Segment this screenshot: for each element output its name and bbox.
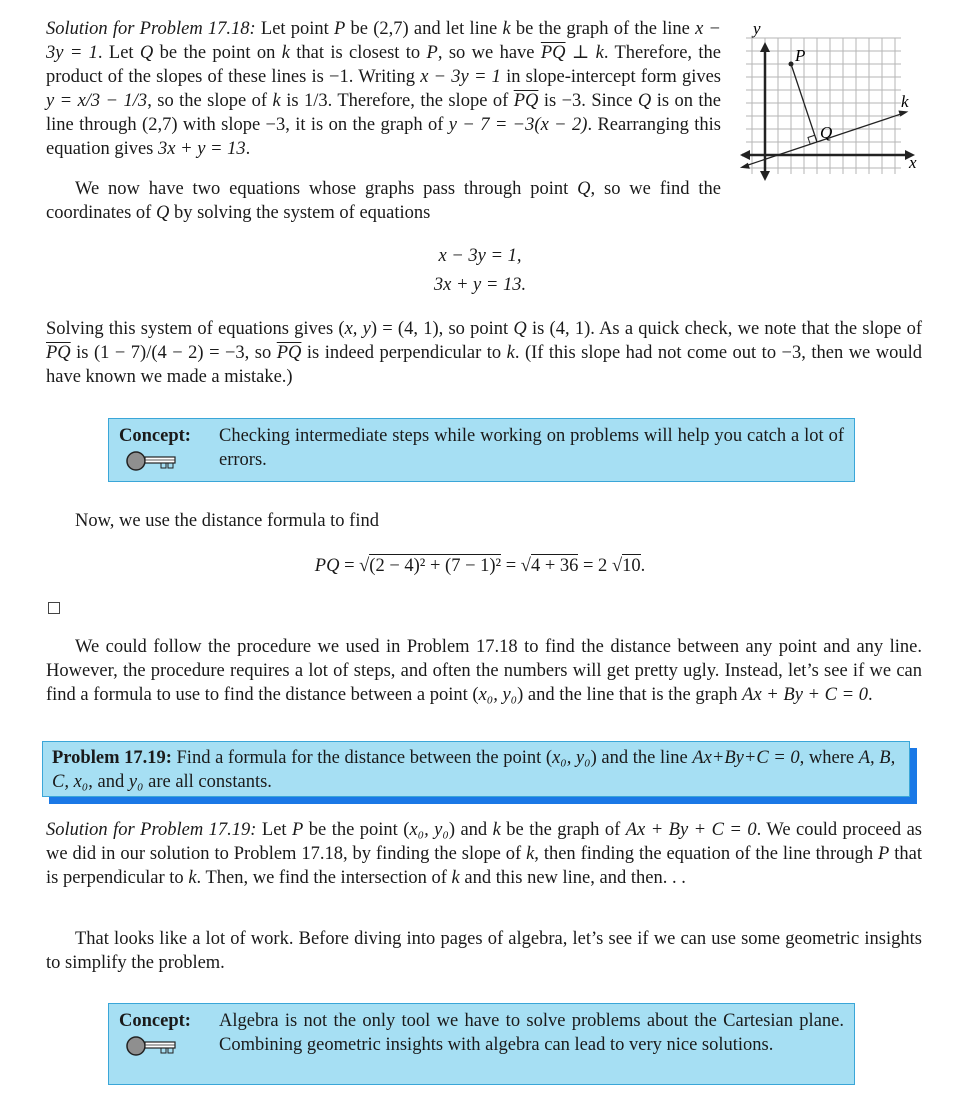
point-p-label: P [795, 46, 806, 65]
key-icon [125, 1035, 179, 1057]
line-k-arrow-left [740, 163, 750, 169]
paragraph-solving: Solving this system of equations gives (x, y) = (4, 1), so point Q is (4, 1). As a quick check, we note that the slope of $\overline{PQ}$ is (1 − 7)/(4 − 2) = −3, so $\overline{PQ}$ is indeed perpendicular to k. (If this slope had not come out to −3, then we would have known we made a mistake.) [46, 319, 922, 387]
paragraph-distance: Now, we use the distance formula to find [75, 511, 379, 531]
concept-box-checking [108, 418, 855, 482]
line-pq: $\overline{PQ}$ [540, 43, 566, 63]
concept-label: Concept: [119, 426, 191, 446]
y-axis-arrow-down [760, 171, 770, 181]
concept-box-algebra [108, 1003, 855, 1085]
segment-pq: $\overline{PQ}$ [513, 91, 539, 111]
line-k-label: k [901, 92, 909, 111]
qed-square-icon [48, 602, 60, 614]
system-equation-2: 3x + y = 13. [433, 275, 527, 295]
distance-equation: PQ = √(2 − 4)² + (7 − 1)² = √4 + 36 = 2 √10. [314, 556, 646, 576]
point-p [789, 62, 794, 67]
problem-statement: Problem 17.19: Find a formula for the distance between the point (x₀, y₀) and the line Ax+By+C = 0, where A, B, C, x₀, and y₀ are all constants. [52, 748, 896, 792]
paragraph-two-equations: We now have two equations whose graphs pass through point Q, so we find the coordinates of Q by solving the system of equations [46, 179, 721, 223]
y-axis-label: y [753, 19, 761, 38]
concept-text: Algebra is not the only tool we have to solve problems about the Cartesian plane. Combining geometric insights with algebra can lead to very nice solutions. [219, 1011, 844, 1055]
solution-17-19: Solution for Problem 17.19: Let P be the point (x₀, y₀) and k be the graph of Ax + By + C = 0. We could proceed as we did in our solution to Problem 17.18, by finding the slope of k, then finding the equation of the line through P that is perpendicular to k. Then, we find the intersection of k and this new line, and then. . . [46, 820, 922, 888]
solution-heading: Solution for Problem 17.19: [46, 820, 257, 840]
problem-label: Problem 17.19: [52, 748, 172, 768]
grid-lines [746, 38, 901, 174]
key-icon [125, 450, 179, 472]
concept-text: Checking intermediate steps while working on problems will help you catch a lot of errors. [219, 426, 844, 470]
solution-heading: Solution for Problem 17.18: [46, 19, 256, 39]
paragraph-procedure: We could follow the procedure we used in Problem 17.18 to find the distance between any point and any line. However, the procedure requires a lot of steps, and often the numbers will get pretty ugly. Instead, let’s see if we can find a formula to use to find the distance between a point (x₀, y₀) and the line that is the graph Ax + By + C = 0. [46, 637, 922, 705]
point-q-label: Q [820, 123, 833, 142]
x-axis-arrow-left [740, 150, 750, 160]
x-axis-label: x [909, 153, 917, 172]
paragraph-lot-of-work: That looks like a lot of work. Before diving into pages of algebra, let’s see if we can use some geometric insights to simplify the problem. [46, 929, 922, 973]
system-equation-1: x − 3y = 1, [438, 246, 522, 266]
problem-box-17-19 [42, 741, 910, 797]
concept-label: Concept: [119, 1011, 191, 1031]
coordinate-graph [735, 15, 925, 190]
y-axis-arrow-up [760, 42, 770, 52]
solution-17-18: Solution for Problem 17.18: Let point P be (2,7) and let line k be the graph of the line x − 3y = 1. Let Q be the point on k that is closest to P, so we have $\overline{PQ}$ ⊥ k. Therefore, the product of the slopes of these lines is −1. Writing x − 3y = 1 in slope-intercept form gives y = x/3 − 1/3, so the slope of k is 1/3. Therefore, the slope of $\overline{PQ}$ is −3. Since Q is on the line through (2,7) with slope −3, it is on the graph of y − 7 = −3(x − 2). Rearranging this equation gives 3x + y = 13. [46, 19, 722, 159]
